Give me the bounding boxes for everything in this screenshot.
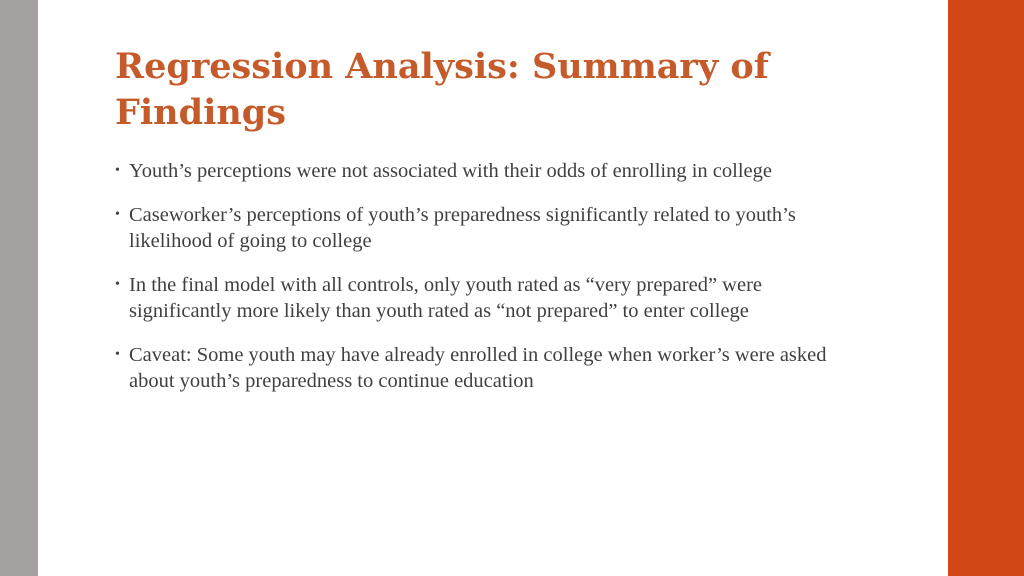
- bullet-text: In the final model with all controls, only youth rated as “very prepared” were significantly more likely than youth rated as “not prepared” to enter college: [129, 273, 762, 322]
- bullet-text: Caseworker’s perceptions of youth’s preparedness significantly related to youth’s likelihood of going to college: [129, 203, 796, 252]
- bullet-text: Caveat: Some youth may have already enrolled in college when worker’s were asked about youth’s preparedness to continue education: [129, 343, 827, 392]
- bullet-item: [115, 202, 835, 255]
- bullet-item: [115, 158, 835, 185]
- bullet-text: Youth’s perceptions were not associated with their odds of enrolling in college: [129, 160, 772, 182]
- bullet-list: [115, 158, 835, 412]
- bullet-item: [115, 342, 835, 395]
- bullet-marker-icon: •: [115, 276, 120, 292]
- left-decorative-bar: [0, 0, 38, 576]
- right-accent-bar: [948, 0, 1024, 576]
- bullet-marker-icon: •: [115, 163, 120, 178]
- bullet-item: [115, 272, 835, 325]
- bullet-marker-icon: •: [115, 206, 120, 222]
- bullet-marker-icon: •: [115, 346, 120, 362]
- slide-title: Regression Analysis: Summary of Findings: [115, 46, 769, 133]
